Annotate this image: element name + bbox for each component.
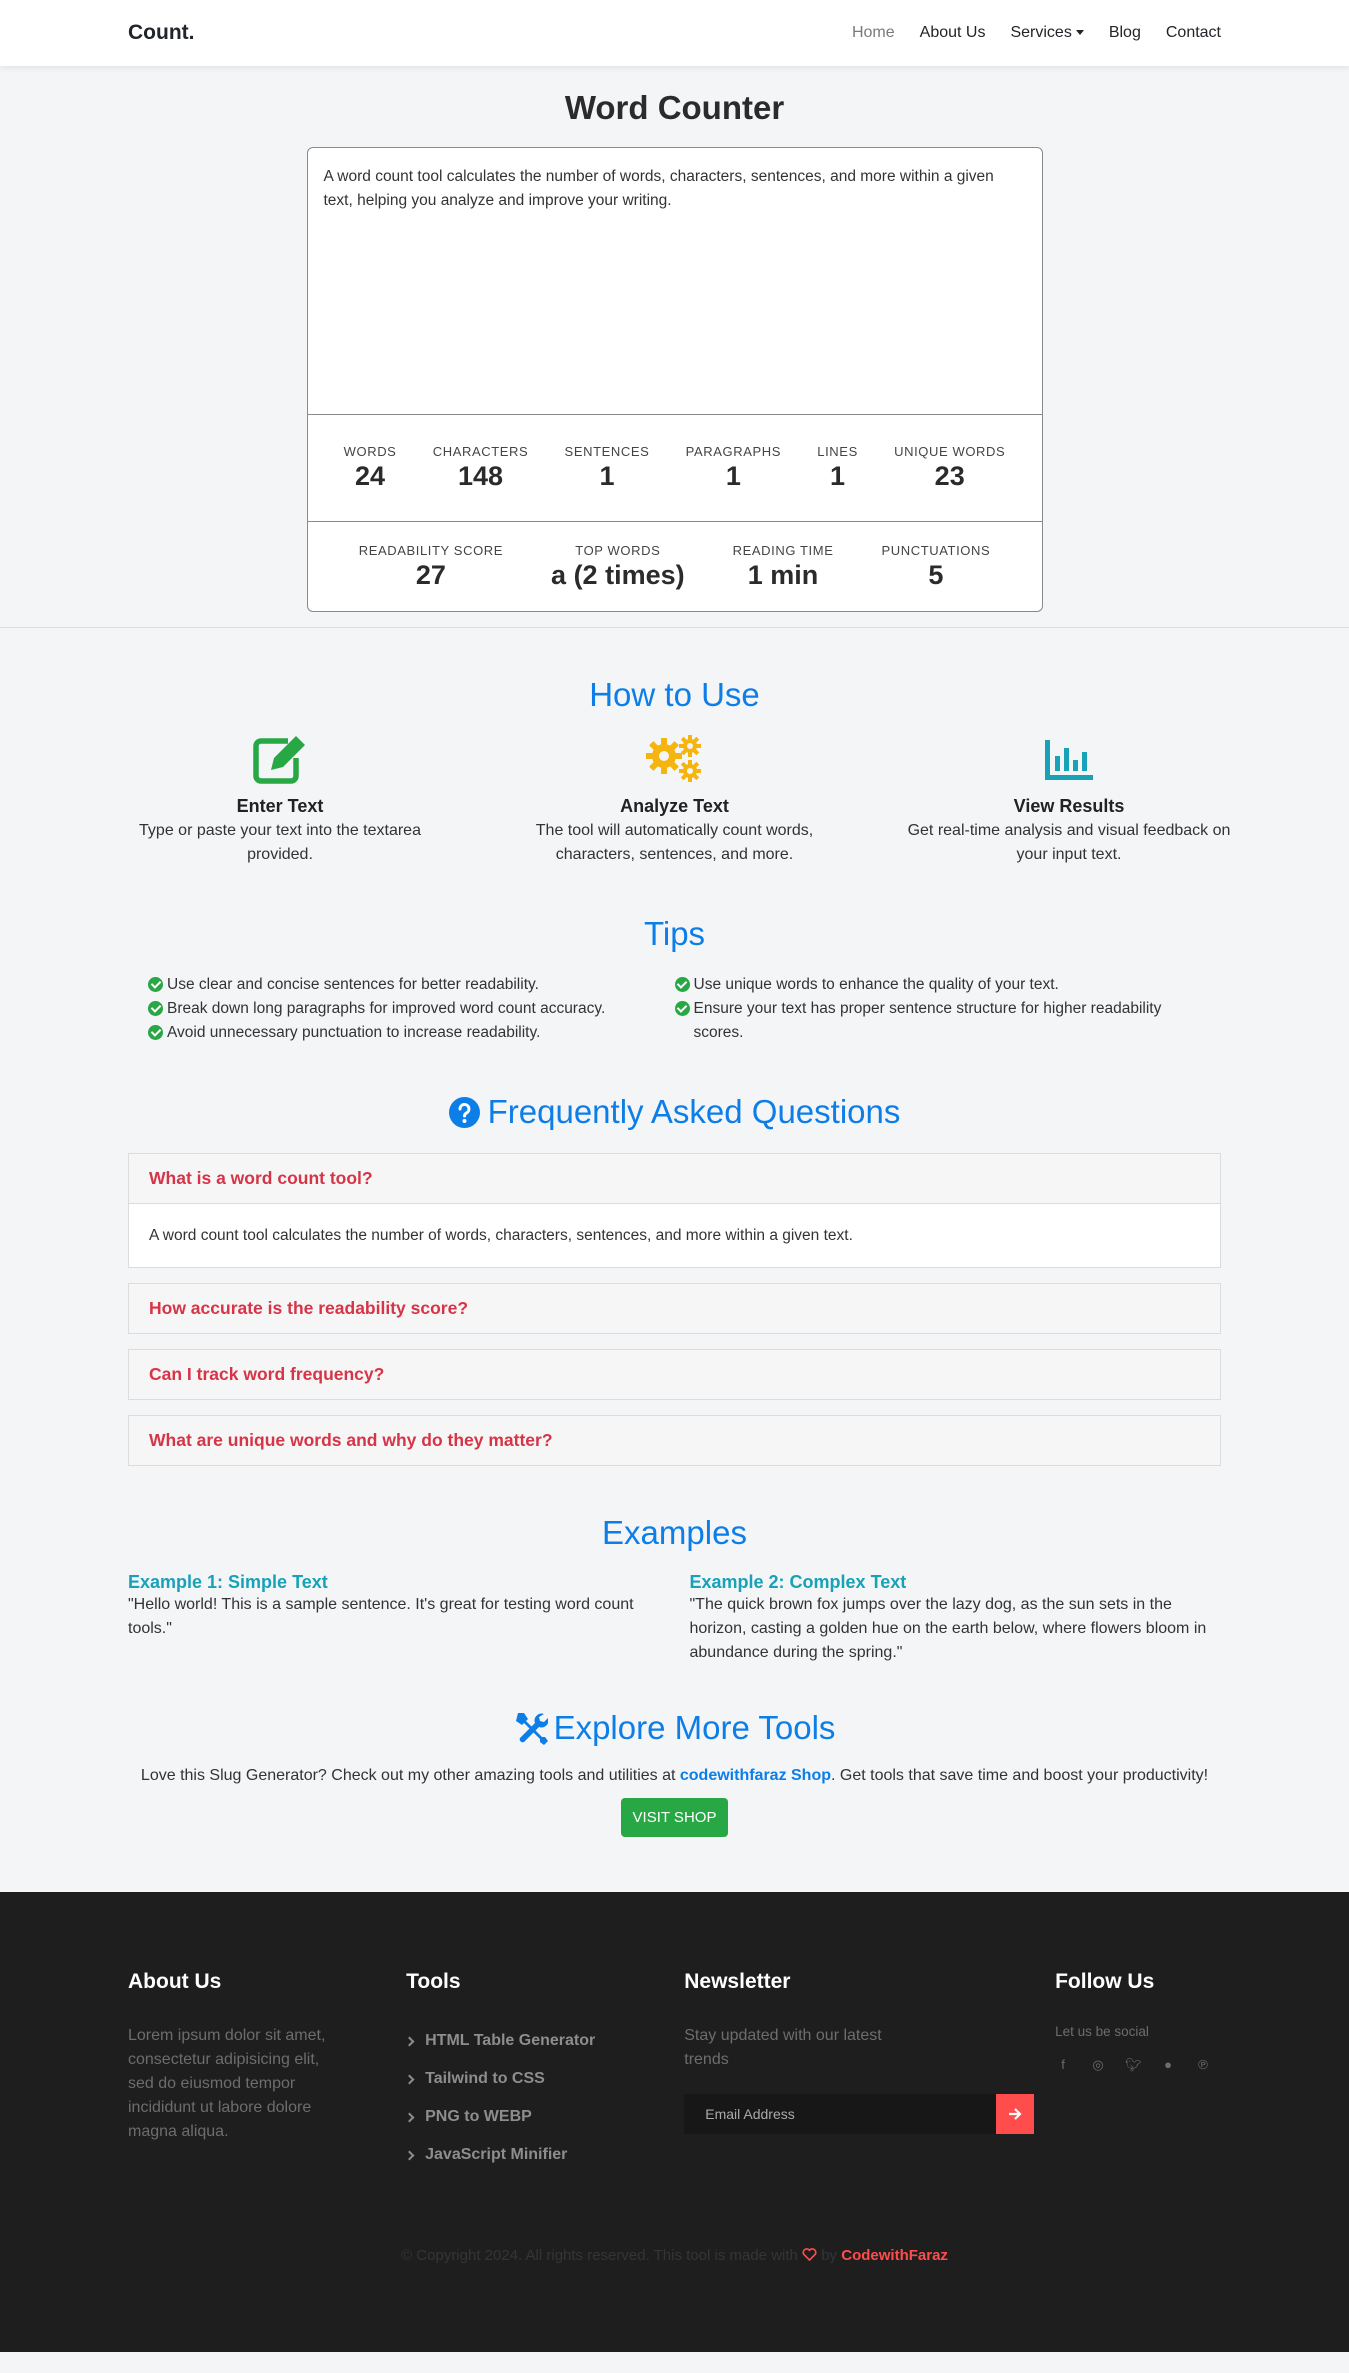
explore-text bbox=[0, 1767, 1349, 1785]
step-view-results bbox=[899, 734, 1239, 867]
nav-links bbox=[852, 24, 1221, 42]
stat-label: WORDS bbox=[343, 444, 397, 459]
stat-sentences bbox=[565, 444, 650, 492]
text-input-area[interactable]: A word count tool calculates the number of words, characters, sentences, and more within a given text, helping you analyze and improve your writing. bbox=[308, 148, 1042, 415]
footer-columns bbox=[0, 1892, 1349, 2174]
gears-icon bbox=[505, 734, 845, 784]
faq-question[interactable]: Can I track word frequency? bbox=[149, 1364, 385, 1384]
explore-text-before: Love this Slug Generator? Check out my other amazing tools and utilities at bbox=[140, 1767, 680, 1784]
stat-value: 1 bbox=[830, 461, 846, 491]
faq-title: Frequently Asked Questions bbox=[487, 1093, 901, 1130]
footer-tool-link[interactable] bbox=[406, 2136, 684, 2174]
stat-value: 1 bbox=[725, 461, 741, 491]
footer-newsletter-title: Newsletter bbox=[684, 1970, 791, 1993]
stat-unique-words bbox=[894, 444, 1005, 492]
step-title: Analyze Text bbox=[620, 796, 729, 816]
stat-label: READABILITY SCORE bbox=[358, 542, 504, 558]
check-circle-icon bbox=[148, 1025, 163, 1040]
subscribe-button[interactable] bbox=[996, 2094, 1034, 2134]
steps-list bbox=[0, 734, 1349, 867]
step-text: Get real-time analysis and visual feedback on your input text. bbox=[907, 822, 1231, 863]
chevron-right-icon bbox=[405, 2112, 415, 2122]
tip-text: Break down long paragraphs for improved word count accuracy. bbox=[167, 1000, 606, 1017]
examples-title: Examples bbox=[602, 1514, 747, 1551]
stat-label: LINES bbox=[817, 444, 858, 459]
nav-link-home[interactable]: Home bbox=[851, 24, 895, 41]
stats-row-primary bbox=[308, 415, 1042, 522]
footer-tools-title: Tools bbox=[406, 1970, 461, 1993]
arrow-right-icon bbox=[1008, 2107, 1022, 2121]
footer-about-title: About Us bbox=[128, 1970, 222, 1993]
footer-follow-title: Follow Us bbox=[1055, 1970, 1155, 1993]
copyright-by: by bbox=[821, 2247, 838, 2264]
stat-value: 24 bbox=[355, 461, 386, 491]
check-circle-icon bbox=[148, 977, 163, 992]
chevron-right-icon bbox=[405, 2150, 415, 2160]
instagram-icon[interactable]: ◎ bbox=[1092, 2057, 1104, 2072]
facebook-icon[interactable]: f bbox=[1061, 2057, 1065, 2072]
footer-tool-link[interactable] bbox=[406, 2060, 684, 2098]
faq-item bbox=[128, 1415, 1221, 1466]
stat-value: 1 bbox=[599, 461, 615, 491]
counter-card bbox=[307, 147, 1043, 612]
tip-item bbox=[148, 997, 675, 1021]
step-title: View Results bbox=[1013, 796, 1125, 816]
tip-item bbox=[675, 973, 1202, 997]
tip-text: Ensure your text has proper sentence structure for higher readability scores. bbox=[693, 1000, 1162, 1041]
step-title: Enter Text bbox=[236, 796, 324, 816]
edit-icon bbox=[110, 734, 450, 784]
stat-paragraphs bbox=[686, 444, 781, 492]
stat-characters bbox=[433, 444, 529, 492]
tools-icon bbox=[514, 1711, 548, 1745]
step-enter-text bbox=[110, 734, 450, 867]
nav-link-blog[interactable]: Blog bbox=[1108, 24, 1141, 41]
footer-tool-label: Tailwind to CSS bbox=[425, 2070, 545, 2087]
check-circle-icon bbox=[148, 1001, 163, 1016]
footer-tool-label: JavaScript Minifier bbox=[425, 2146, 568, 2163]
tips-column-right bbox=[675, 973, 1202, 1045]
footer-tools bbox=[406, 1970, 684, 2174]
nav-link-contact[interactable]: Contact bbox=[1165, 24, 1221, 41]
stat-punctuations bbox=[857, 543, 1014, 591]
tip-text: Use unique words to enhance the quality of your text. bbox=[693, 976, 1059, 993]
explore-section bbox=[0, 1709, 1349, 1837]
nav-link-services-label: Services bbox=[1010, 24, 1072, 41]
stat-value: 27 bbox=[415, 559, 446, 590]
faq-item bbox=[128, 1283, 1221, 1334]
footer-tool-link[interactable] bbox=[406, 2098, 684, 2136]
faq-question[interactable]: How accurate is the readability score? bbox=[149, 1298, 469, 1318]
step-analyze-text bbox=[505, 734, 845, 867]
check-circle-icon bbox=[675, 1001, 690, 1016]
visit-shop-button[interactable]: VISIT SHOP bbox=[621, 1798, 729, 1837]
footer-newsletter-text: Stay updated with our latest trends bbox=[684, 2027, 882, 2068]
tip-item bbox=[675, 997, 1202, 1045]
step-text: Type or paste your text into the textarea provided. bbox=[139, 822, 421, 863]
shop-link[interactable]: codewithfaraz Shop bbox=[679, 1767, 831, 1784]
footer-about bbox=[128, 1970, 406, 2174]
stat-label: UNIQUE WORDS bbox=[894, 444, 1006, 459]
chevron-right-icon bbox=[405, 2074, 415, 2084]
stat-value: 148 bbox=[457, 461, 504, 491]
page-title: Word Counter bbox=[564, 89, 785, 126]
examples-section bbox=[0, 1514, 1349, 1665]
how-to-use-section bbox=[0, 676, 1349, 867]
stat-value: 23 bbox=[934, 461, 965, 491]
footer-tool-link[interactable] bbox=[406, 2022, 684, 2060]
example-text: "The quick brown fox jumps over the lazy dog, as the sun sets in the horizon, casting a golden hue on the earth below, where flowers bloom in abundance during the spring." bbox=[689, 1596, 1207, 1661]
footer-newsletter bbox=[684, 1970, 1055, 2174]
stat-readability bbox=[335, 543, 527, 591]
faq-item bbox=[128, 1349, 1221, 1400]
footer-tool-label: HTML Table Generator bbox=[425, 2032, 596, 2049]
nav-link-services[interactable] bbox=[1010, 24, 1083, 42]
how-to-use-title: How to Use bbox=[589, 676, 760, 713]
pinterest-icon[interactable]: ℗ bbox=[1198, 2057, 1208, 2072]
stat-value: a (2 times) bbox=[551, 559, 685, 590]
footer-about-text: Lorem ipsum dolor sit amet, consectetur adipisicing elit, sed do eiusmod tempor incididunt ut labore dolore magna aliqua. bbox=[128, 2027, 326, 2140]
social-links bbox=[1055, 2057, 1221, 2073]
section-divider bbox=[0, 627, 1349, 628]
stat-lines bbox=[817, 444, 858, 492]
step-text: The tool will automatically count words, characters, sentences, and more. bbox=[535, 822, 814, 863]
stats-row-secondary bbox=[308, 522, 1042, 611]
stat-label: CHARACTERS bbox=[432, 444, 529, 459]
brand-logo[interactable]: Count. bbox=[128, 21, 195, 44]
footer-tool-label: PNG to WEBP bbox=[425, 2108, 532, 2125]
faq-question[interactable]: What are unique words and why do they matter? bbox=[149, 1430, 553, 1450]
explore-title: Explore More Tools bbox=[553, 1709, 836, 1746]
footer-follow-text: Let us be social bbox=[1055, 2024, 1149, 2039]
copyright-text: © Copyright 2024. All rights reserved. This tool is made with bbox=[401, 2247, 798, 2264]
github-icon[interactable]: ● bbox=[1164, 2057, 1173, 2072]
faq-item bbox=[128, 1153, 1221, 1268]
stat-reading-time bbox=[709, 543, 858, 591]
faq-list bbox=[0, 1153, 1349, 1466]
example-text: "Hello world! This is a sample sentence. It's great for testing word count tools." bbox=[128, 1596, 634, 1637]
tip-text: Use clear and concise sentences for better readability. bbox=[167, 976, 539, 993]
faq-answer: A word count tool calculates the number of words, characters, sentences, and more within a given text. bbox=[129, 1203, 1220, 1267]
tips-section bbox=[0, 915, 1349, 1045]
chevron-right-icon bbox=[405, 2036, 415, 2046]
footer-tool-list bbox=[406, 2022, 684, 2174]
author-link[interactable]: CodewithFaraz bbox=[841, 2247, 948, 2264]
examples-grid bbox=[0, 1572, 1349, 1665]
nav-link-about[interactable]: About Us bbox=[919, 24, 986, 41]
stat-value: 1 min bbox=[747, 559, 819, 590]
explore-header bbox=[0, 1709, 1349, 1747]
twitter-icon[interactable]: 🐦︎ bbox=[1125, 2057, 1142, 2072]
heart-icon bbox=[802, 2248, 817, 2261]
check-circle-icon bbox=[675, 977, 690, 992]
explore-text-after: . Get tools that save time and boost your productivity! bbox=[831, 1767, 1209, 1784]
faq-section bbox=[0, 1093, 1349, 1466]
stat-label: SENTENCES bbox=[564, 444, 650, 459]
tips-title: Tips bbox=[643, 915, 706, 952]
copyright-line bbox=[0, 2247, 1349, 2264]
newsletter-form bbox=[684, 2094, 1034, 2134]
example-item bbox=[690, 1572, 1222, 1665]
stat-top-words bbox=[527, 543, 709, 591]
stat-value: 5 bbox=[928, 559, 944, 590]
chart-icon bbox=[899, 734, 1239, 784]
tip-item bbox=[148, 973, 675, 997]
faq-header bbox=[0, 1093, 1349, 1131]
stat-label: PARAGRAPHS bbox=[685, 444, 782, 459]
top-navbar bbox=[0, 0, 1349, 66]
stat-label: PUNCTUATIONS bbox=[881, 542, 991, 558]
stat-words bbox=[344, 444, 397, 492]
tips-grid bbox=[0, 973, 1349, 1045]
tips-column-left bbox=[148, 973, 675, 1045]
faq-question[interactable]: What is a word count tool? bbox=[149, 1168, 373, 1188]
example-title: Example 2: Complex Text bbox=[689, 1572, 907, 1592]
stat-label: TOP WORDS bbox=[575, 542, 661, 558]
email-field[interactable]: Email Address bbox=[684, 2094, 996, 2134]
footer-follow bbox=[1055, 1970, 1221, 2174]
question-circle-icon bbox=[449, 1097, 480, 1128]
tip-text: Avoid unnecessary punctuation to increase readability. bbox=[167, 1024, 541, 1041]
tip-item bbox=[148, 1021, 675, 1045]
caret-down-icon bbox=[1076, 30, 1084, 35]
stat-label: READING TIME bbox=[732, 542, 834, 558]
footer bbox=[0, 1892, 1349, 2352]
example-item bbox=[128, 1572, 660, 1665]
example-title: Example 1: Simple Text bbox=[128, 1572, 328, 1592]
